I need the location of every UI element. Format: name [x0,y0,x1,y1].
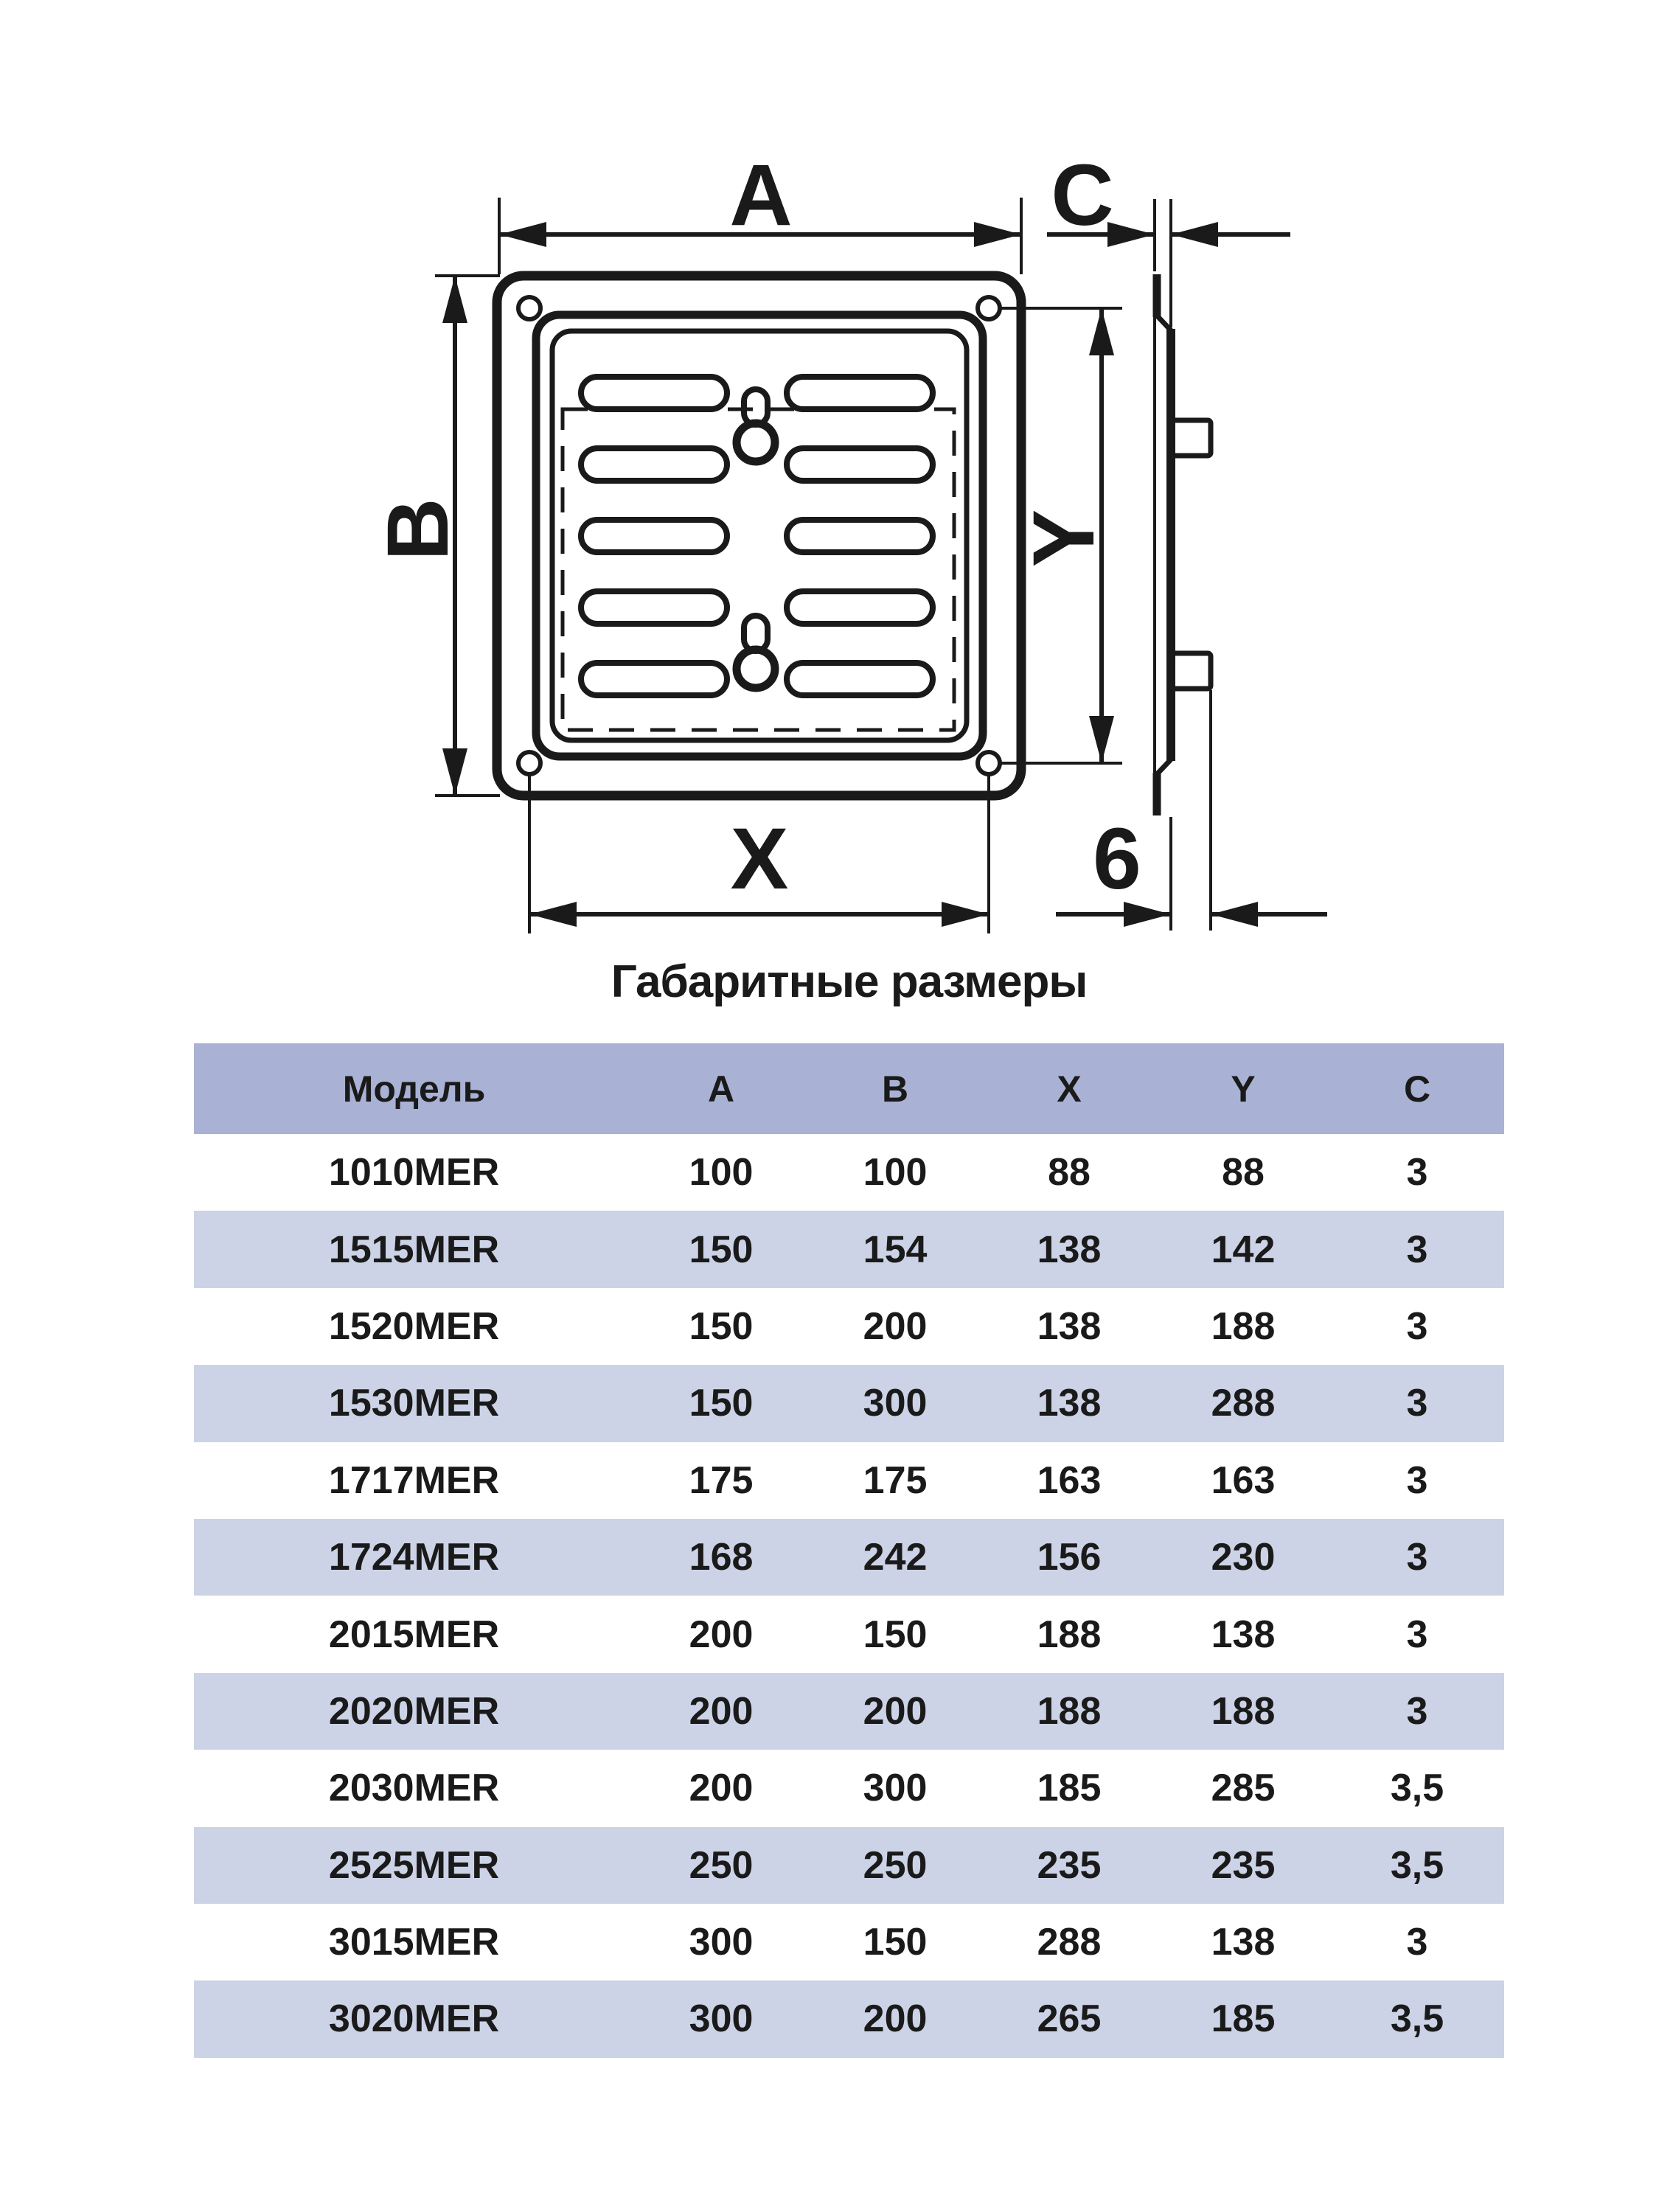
value-cell: 163 [1211,1458,1276,1502]
value-cell: 3 [1406,1228,1428,1271]
value-cell: 100 [863,1151,928,1194]
value-cell: 156 [1037,1536,1102,1579]
value-cell: 150 [689,1382,754,1425]
dim-label-y: Y [1015,509,1113,568]
vent-slot [787,377,933,409]
model-cell: 3020MER [328,1997,500,2041]
value-cell: 154 [863,1228,928,1271]
dim-a [499,147,1021,274]
value-cell: 3 [1406,1382,1428,1425]
model-cell: 1530MER [328,1382,500,1425]
keyhole-bottom [737,616,775,688]
value-cell: 3,5 [1390,1997,1444,2041]
value-cell: 150 [689,1304,754,1348]
value-cell: 200 [689,1613,754,1656]
screw-hole [518,752,540,774]
value-cell: 185 [1037,1767,1102,1810]
value-cell: 230 [1211,1536,1276,1579]
side-view [1155,274,1211,815]
table-title: Габаритные размеры [611,956,1088,1007]
dim-label-c: C [1051,147,1114,244]
value-cell: 300 [863,1382,928,1425]
value-cell: 300 [863,1767,928,1810]
keyhole-top [737,389,775,462]
model-cell: 1717MER [328,1458,500,1502]
dim-label-b: B [369,498,467,561]
column-header-model: Модель [342,1068,486,1110]
value-cell: 3 [1406,1921,1428,1964]
value-cell: 150 [863,1921,928,1964]
vent-slot [581,591,727,624]
value-cell: 200 [863,1997,928,2041]
value-cell: 3 [1406,1536,1428,1579]
model-cell: 1724MER [328,1536,500,1579]
model-cell: 2030MER [328,1767,500,1810]
clip-tab-bottom [1171,653,1211,689]
value-cell: 188 [1211,1689,1276,1733]
dim-label-a: A [729,147,793,244]
clip-tab-top [1171,420,1211,456]
value-cell: 150 [689,1228,754,1271]
value-cell: 150 [863,1613,928,1656]
table-row [194,1288,1504,1365]
value-cell: 188 [1037,1689,1102,1733]
table-row [194,1904,1504,1980]
flange-top-bend [1157,316,1171,330]
screw-hole [518,297,540,319]
dim-b [369,276,500,796]
vent-slot [581,520,727,552]
vent-slot [787,448,933,481]
vent-slot [787,591,933,624]
value-cell: 163 [1037,1458,1102,1502]
value-cell: 138 [1037,1382,1102,1425]
model-cell: 1520MER [328,1304,500,1348]
column-header-a: A [708,1068,735,1110]
dimensions-table [194,1043,1504,2058]
value-cell: 242 [863,1536,928,1579]
vent-slot [581,663,727,695]
value-cell: 168 [689,1536,754,1579]
vent-slot [581,448,727,481]
value-cell: 3 [1406,1458,1428,1502]
model-cell: 1010MER [328,1151,500,1194]
value-cell: 288 [1037,1921,1102,1964]
value-cell: 3 [1406,1613,1428,1656]
value-cell: 142 [1211,1228,1276,1271]
value-cell: 138 [1037,1304,1102,1348]
value-cell: 3,5 [1390,1767,1444,1810]
table-row [194,1827,1504,1904]
table-row [194,1750,1504,1826]
value-cell: 3 [1406,1304,1428,1348]
value-cell: 138 [1037,1228,1102,1271]
model-cell: 1515MER [328,1228,500,1271]
grille-outer-frame [497,276,1021,796]
value-cell: 235 [1037,1843,1102,1887]
screw-hole [978,752,1000,774]
value-cell: 175 [689,1458,754,1502]
value-cell: 250 [863,1843,928,1887]
front-view [497,276,1021,796]
model-cell: 3015MER [328,1921,500,1964]
value-cell: 175 [863,1458,928,1502]
table-row [194,1134,1504,1211]
column-header-c: C [1403,1068,1431,1110]
table-header-row [194,1043,1504,1134]
vent-slot [787,520,933,552]
value-cell: 185 [1211,1997,1276,2041]
value-cell: 200 [689,1689,754,1733]
value-cell: 288 [1211,1382,1276,1425]
value-cell: 235 [1211,1843,1276,1887]
technical-drawing [0,0,1659,1032]
value-cell: 300 [689,1921,754,1964]
dim-label-depth: 6 [1093,810,1141,908]
column-header-b: B [881,1068,909,1110]
value-cell: 88 [1048,1151,1091,1194]
flange-bottom-bend [1157,759,1171,774]
table-row [194,1365,1504,1441]
value-cell: 138 [1211,1921,1276,1964]
value-cell: 200 [863,1304,928,1348]
value-cell: 3 [1406,1689,1428,1733]
table-row [194,1596,1504,1672]
table-row [194,1980,1504,2057]
value-cell: 3 [1406,1151,1428,1194]
vent-slot [787,663,933,695]
table-body [194,1134,1504,2058]
value-cell: 285 [1211,1767,1276,1810]
table-row [194,1211,1504,1287]
value-cell: 100 [689,1151,754,1194]
screw-hole [978,297,1000,319]
model-cell: 2525MER [328,1843,500,1887]
table-row [194,1519,1504,1596]
value-cell: 88 [1222,1151,1265,1194]
value-cell: 250 [689,1843,754,1887]
model-cell: 2015MER [328,1613,500,1656]
value-cell: 188 [1037,1613,1102,1656]
vent-slot [581,377,727,409]
screw-holes [518,297,1000,774]
value-cell: 188 [1211,1304,1276,1348]
model-cell: 2020MER [328,1689,500,1733]
value-cell: 200 [863,1689,928,1733]
table-row [194,1442,1504,1519]
value-cell: 265 [1037,1997,1102,2041]
value-cell: 3,5 [1390,1843,1444,1887]
column-header-x: X [1057,1068,1082,1110]
column-header-y: Y [1231,1068,1256,1110]
table-row [194,1673,1504,1750]
value-cell: 200 [689,1767,754,1810]
value-cell: 138 [1211,1613,1276,1656]
value-cell: 300 [689,1997,754,2041]
dim-c [1047,147,1290,327]
dim-label-x: X [730,810,789,908]
